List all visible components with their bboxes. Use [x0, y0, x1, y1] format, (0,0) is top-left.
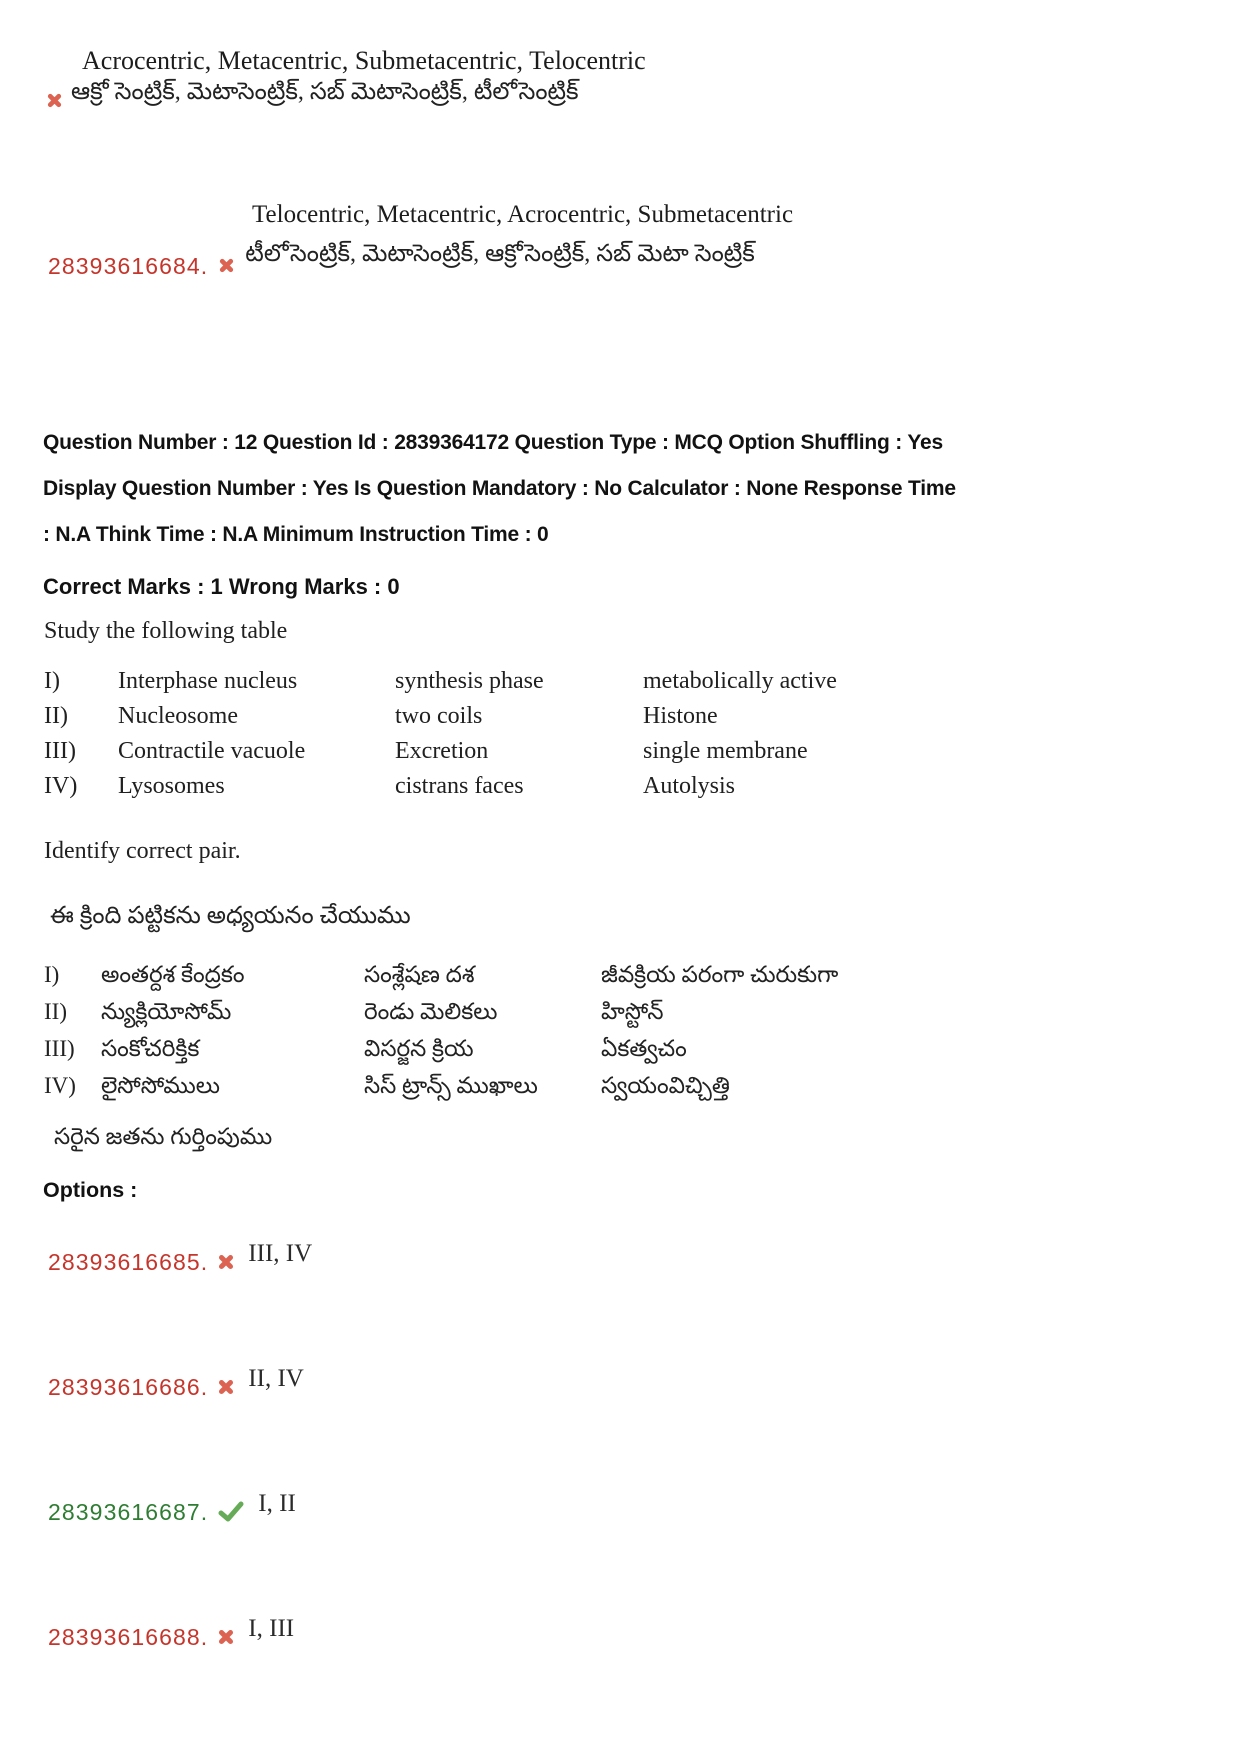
row-numeral: III): [44, 738, 76, 764]
prev-option2-row: [48, 238, 755, 280]
table-cell: రెండు మెలికలు: [364, 999, 498, 1024]
option-row-4: [48, 1615, 294, 1651]
table-cell: అంతర్దశ కేంద్రకం: [101, 962, 245, 987]
question-outro-english: Identify correct pair.: [44, 838, 241, 864]
table-cell: సిస్ ట్రాన్స్ ముఖాలు: [364, 1073, 538, 1098]
options-heading: Options :: [43, 1178, 138, 1202]
wrong-answer-icon: [218, 257, 235, 274]
question-metadata: [43, 420, 956, 558]
row-numeral: IV): [44, 773, 78, 799]
table-cell: single membrane: [643, 738, 808, 764]
row-numeral: II): [44, 703, 68, 729]
prev-option2-telugu-text: టీలోసెంట్రిక్, మెటాసెంట్రిక్, ఆక్రోసెంట్రిక్, సబ్ మెటా సెంట్రిక్: [245, 241, 755, 267]
metadata-line: Display Question Number : Yes Is Question Mandatory : No Calculator : None Response Time: [43, 477, 956, 500]
option-row-3: [48, 1490, 296, 1526]
table-cell: Contractile vacuole: [118, 738, 306, 764]
prev-option2-english-text: Telocentric, Metacentric, Acrocentric, Submetacentric: [252, 201, 794, 228]
table-cell: సంకోచరిక్తిక: [101, 1036, 200, 1061]
wrong-answer-icon: [217, 1378, 235, 1396]
option-id: 28393616686.: [48, 1374, 209, 1400]
question-table-english: [44, 664, 837, 804]
table-cell: two coils: [395, 703, 483, 729]
marks-line: Correct Marks : 1 Wrong Marks : 0: [43, 574, 400, 599]
option-id: 28393616685.: [48, 1249, 209, 1275]
row-numeral: III): [44, 1036, 75, 1061]
option-id: 28393616687.: [48, 1499, 209, 1525]
table-cell: Excretion: [395, 738, 489, 764]
table-cell: cistrans faces: [395, 773, 524, 799]
option-label: III, IV: [248, 1240, 313, 1267]
table-cell: synthesis phase: [395, 668, 544, 694]
prev-option-row: [46, 78, 579, 111]
table-cell: స్వయంవిచ్చిత్తి: [601, 1073, 730, 1098]
wrong-answer-icon: [217, 1253, 235, 1271]
wrong-answer-icon: [217, 1628, 235, 1646]
row-numeral: I): [44, 668, 60, 694]
correct-answer-icon: [217, 1500, 245, 1523]
table-cell: న్యుక్లియోసోమ్: [101, 999, 232, 1024]
option-label: II, IV: [248, 1365, 304, 1392]
option-label: I, III: [248, 1615, 295, 1642]
option-id: 28393616688.: [48, 1624, 209, 1650]
table-cell: జీవక్రియ పరంగా చురుకుగా: [601, 962, 839, 987]
prev-option-english-text: Acrocentric, Metacentric, Submetacentric, Telocentric: [82, 46, 646, 75]
wrong-answer-icon: [46, 92, 63, 109]
table-cell: హిస్టోన్: [601, 999, 664, 1024]
table-cell: Nucleosome: [118, 703, 238, 729]
option-row-2: [48, 1365, 304, 1401]
table-cell: సంశ్లేషణ దశ: [364, 962, 475, 987]
table-cell: Interphase nucleus: [118, 668, 298, 694]
row-numeral: IV): [44, 1073, 76, 1098]
row-numeral: II): [44, 999, 67, 1024]
option-row-1: [48, 1240, 312, 1276]
table-cell: ఏకత్వచం: [601, 1036, 687, 1061]
question-intro-english: Study the following table: [44, 618, 288, 644]
table-cell: Autolysis: [643, 773, 736, 799]
table-cell: Histone: [643, 703, 718, 729]
metadata-line: Question Number : 12 Question Id : 2839364172 Question Type : MCQ Option Shuffling : Yes: [43, 431, 943, 454]
option-id: 28393616684.: [48, 253, 209, 279]
table-cell: metabolically active: [643, 668, 837, 694]
table-cell: Lysosomes: [118, 773, 225, 799]
metadata-line: : N.A Think Time : N.A Minimum Instruction Time : 0: [43, 523, 549, 546]
table-cell: విసర్జన క్రియ: [364, 1036, 474, 1061]
question-table-telugu: [44, 956, 838, 1104]
row-numeral: I): [44, 962, 60, 987]
option-label: I, II: [258, 1490, 296, 1517]
prev-option-telugu-text: ఆక్రో సెంట్రిక్, మెటాసెంట్రిక్, సబ్ మెటాసెంట్రిక్, టీలోసెంట్రిక్: [71, 79, 579, 105]
table-cell: లైసోసోములు: [101, 1073, 220, 1098]
question-outro-telugu: సరైన జతను గుర్తింపుము: [54, 1124, 273, 1149]
question-intro-telugu: ఈ క్రింది పట్టికను అధ్యయనం చేయుము: [50, 903, 411, 929]
